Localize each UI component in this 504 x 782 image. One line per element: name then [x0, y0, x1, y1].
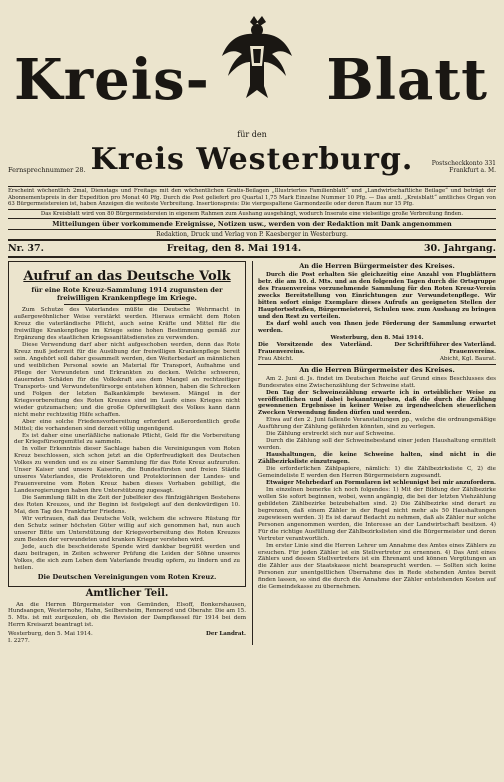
aufruf-paragraph: Aber eine solche Friedensvorbereitung erfordert außerordentlich große Mittel; die vorhandenen sind derzeit völlig ungenügend.: [14, 418, 240, 432]
vorsitzende-name: Frau Abicht.: [258, 355, 294, 362]
postscheck-line-1: Postscheckkonto 331: [431, 160, 496, 167]
right-paragraph: Die erforderlichen Zählpapiere, nämlich: 1) die Zählbezirksliste C, 2) die Gemeindeliste E werden den Herren Bürgermeistern zugesandt.: [258, 466, 496, 480]
aufruf-signature: Die Deutschen Vereinigungen vom Roten Kreuz.: [37, 572, 217, 581]
schriftfuehrer-title: Der Schriftführer des Vaterländ. Frauenvereins.: [394, 341, 496, 355]
kreis-name: Kreis Westerburg.: [90, 142, 414, 177]
masthead-title-left: Kreis-: [14, 47, 210, 113]
right-paragraph: Etwa auf den 2. Juni fallende Veranstaltungen pp., welche die ordnungsmäßige Ausführung der Zählung gefährden könnten, sind zu verlegen.: [258, 417, 496, 431]
right-paragraph: Im einzelnen bemerke ich noch folgendes: 1) Mit der Bildung der Zählbezirke wollen Sie sofort beginnen, wobei, wenn angängig, die bei der letzten Viehzählung gebildeten Zählbezirke beizubehalten sind. 2) Die Zählbezirke sind derart zu begrenzen, daß einem Zähler in der Regel nicht mehr als 50 Haushaltungen zugewiesen werden. 3) Es ist darauf Bedacht zu nehmen, daß als Zähler nur solche Personen angenommen werden, die Interesse an der Landwirtschaft besitzen. 4) Für die richtige Ausfüllung der Zählbezirkslisten sind die Bürgermeister und deren Vertreter verantwortlich.: [258, 486, 496, 542]
right-column: [252, 261, 496, 645]
right-paragraph: Im erster Linie sind die Herren Lehrer um Annahme des Amtes eines Zählers zu ersuchen. Für jeden Zähler ist ein Stellvertreter zu ernennen. 4) Das Amt eines Zählers und dessen Stellvertreters ist ein Ehrenamt und können Vergütungen an die Zähler aus der Staatskasse nicht beansprucht werden. — Sollten sich keine Personen zur unentgeltlichen Übernahme des in Rede stehenden Amtes bereit finden lassen, so sind die durch die Annahme der Zähler entstehenden Kosten auf die Gemeindekasse zu übernehmen.: [258, 542, 496, 591]
right-paragraph: Es darf wohl auch von Ihnen jede Förderung der Sammlung erwartet werden.: [258, 321, 496, 334]
postscheck: [432, 160, 496, 174]
amtlich-signature: Der Landrat.: [206, 631, 246, 638]
fernsprech: Fernsprechnummer 28.: [8, 166, 86, 174]
vorsitzende-names: [258, 356, 496, 363]
divider: [258, 364, 496, 365]
right-paragraph: Am 2. Juni d. Js. findet im Deutschen Reiche auf Grund eines Beschlusses des Bundesrates eine Zwischenzählung der Schweine statt.: [258, 375, 496, 389]
dateline: [8, 241, 496, 256]
aushang-notice: Das Kreisblatt wird von 80 Bürgermeistereien in eigenem Rahmen zum Aushang ausgehängt, wodurch Inserate eine vielseitige große Verbreitung finden.: [40, 210, 464, 217]
masthead-title-right: Blatt: [326, 47, 488, 113]
aufruf-paragraph: Es ist daher eine unerläßliche nationale Pflicht, Geld für die Vorbereitung der Kriegsfürsorgemittel zu sammeln.: [14, 432, 240, 446]
amtlich-footer: [8, 631, 246, 638]
vorsitzende-title: Die Vorsitzende des Vaterländ. Frauenvereins.: [258, 341, 373, 355]
aufruf-paragraph: Diese Verwendung darf aber nicht aufgeschoben werden, denn das Rote Kreuz muß jederzeit für die Ausübung der freiwilligen Krankenpflege bereit sein. Angehört soll daher gesammelt werden, den Weiterbedarf an männlichen und weiblichen Personal sowie an Material für Transport, Aufnahme und Pflege der Verwundeten und Erkrankten zu decken. Welche schweren, dauernden Schäden für die Volkskraft aus dem Mangel an rechtzeitiger Transports- und Verwundetenfürsorge entstehen können, haben die Schrecken und Folgen der letzten Balkankämpfe bewiesen. Mängel in der Kriegsvorbereitung des Roten Kreuzes sind im Laufe eines Krieges nicht wieder gutzumachen; und die große Opferwilligkeit des Volkes kann dann nicht mehr rechtzeitig Hilfe schaffen.: [14, 342, 240, 418]
subscription-notice: Erscheint wöchentlich 2mal, Dienstags und Freitags mit den wöchentlichen Gratis-Beilagen „Illustriertes Familienblatt“ und „Landwirtschaftliche Beilage“ und beträgt der Abonnementspreis in der Expedition pro Monat 40 Pfg. Durch die Post geliefert pro Quartal 1,75 Mark Einzelne Nummer 10 Pfg. — Das amtl. „Kreisblatt“ amtliches Organ von 63 Bürgermeistereien ist, haben Anzeigen die weiteste Verbreitung. Insertionspreis: Die viergespaltene Garmondzeile oder deren Raum nur 15 Pfg.: [8, 188, 496, 208]
divider: [8, 256, 496, 258]
publisher-line: Redaktion, Druck und Verlag von P. Kaesberger in Westerburg.: [156, 231, 348, 239]
right-date-1: Westerburg, den 8. Mai 1914.: [330, 334, 424, 341]
masthead: [8, 6, 496, 186]
postscheck-line-2: Frankfurt a. M.: [449, 167, 496, 174]
right-paragraph: Durch die Zählung soll der Schweinebestand einer jeden Haushaltung ermittelt werden.: [258, 438, 496, 452]
mitteilungen-line: Mitteilungen über vorkommende Ereignisse, Notizen usw., werden von der Redaktion mit Dank angenommen: [52, 220, 452, 229]
issue-date: Freitag, den 8. Mai 1914.: [166, 243, 302, 255]
right-paragraph: Etwaiger Mehrbedarf an Formularen ist schleunigst bei mir anzufordern.: [266, 479, 496, 486]
divider: [64, 304, 190, 305]
columns: [8, 261, 496, 645]
aufruf-paragraph: Die Sammlung fällt in die Zeit der Jubelfeier des fünfzigjährigen Bestehens des Roten Kreuzes, und ihr Beginn ist festgelegt auf den denkwürdigen 10. Mai, den Tag des Frankfurter Friedens.: [14, 495, 240, 516]
right-paragraph: Den Tag der Schweinezählung erwarte ich in ortsüblicher Weise zu veröffentlichen und dabei bekanntzugeben, daß die durch die Zählung gewonnenen Ergebnisse in keiner Weise zu irgendwelchen steuerlichen Zwecken Verwendung finden dürfen und werden.: [258, 389, 496, 417]
vorsitzende-row: [258, 342, 496, 356]
aufruf-paragraph: Wir vertrauen, daß das Deutsche Volk, welchem die schwere Rüstung für den Schutz seiner höchsten Güter willig auf sich genommen hat, nun auch unserer Bitte um Unterstützung der Kriegsvorbereitung des Roten Kreuzes zum Besten der verwundeten und kranken Krieger verstehen wird.: [14, 515, 240, 543]
aufruf-paragraph: Jede, auch die bescheidenste Spende wird dankbar begrüßt werden und dazu beitragen, in Zeiten schwerer Prüfung die Leiden der Söhne unseres Volkes, die sich zum Leben dem Vaterlande freudig opfern, zu lindern und zu heilen.: [14, 543, 240, 571]
jahrgang: 30. Jahrgang.: [423, 243, 496, 255]
right-heading-2: An die Herren Bürgermeister des Kreises.: [299, 365, 455, 374]
aufruf-paragraph: Zum Schutze des Vaterlandes müßte die Deutsche Wehrmacht in außergewöhnlicher Weise verstärkt werden. Hieraus ermächt dem Roten Kreuz die vaterländische Pflicht, auch seine Kräfte und Mittel für die freiwillige Krankenpflege im Kriege seine hohen Bestimmung gemäß zur Ergänzung des staatlichen Kriegssanitätsdienstes zu verwenden.: [14, 307, 240, 342]
right-paragraph: Durch die Post erhalten Sie gleichzeitig eine Anzahl von Flugblättern betr. die am 10. d. Mts. und an den folgenden Tagen durch die Ortsgruppe des Frauenvereins vorzunehmende Sammlung für den Roten Kreuz-Verein zwecks Bereitstellung von Einrichtungen zur Verwundetenpflege. Wir bitten sofort einige Exemplare dieses Aufrufs an geeigneten Stellen der Hauptortsstraßen, Bürgermeisterei, Schulen usw. zum Aushang zu bringen und den Rest zu verteilen.: [258, 272, 496, 321]
schriftfuehrer-name: Abicht, Kgl. Baurat.: [439, 355, 496, 362]
right-paragraph: Die Zählung erstreckt sich nur auf Schweine.: [266, 431, 395, 438]
aufruf-box: [8, 261, 246, 586]
left-column: [8, 261, 246, 645]
issue-number: Nr. 37.: [8, 243, 44, 255]
amtlich-paragraph: An die Herren Bürgermeister von Gemünden, Elsoff, Bonkershausen, Hundsangen, Westernohe, Hahn, Seilbersheim, Rennerod und Oberahr. Die am 15. 5. Mts. ist mit zurijezulen, ob die Revision der Dampfkessel für 1914 bei dem Herrn Kreisarzt beantragt ist.: [8, 601, 246, 629]
right-heading-1: An die Herren Bürgermeister des Kreises.: [299, 262, 455, 271]
aufruf-subhead: für eine Rote Kreuz-Sammlung 1914 zugunsten der freiwilligen Krankenpflege im Kriege.: [31, 286, 223, 303]
right-paragraph: Haushaltungen, die keine Schweine halten, sind nicht in die Zählbezirksliste einzutragen.: [258, 452, 496, 466]
aufruf-headline: Aufruf an das Deutsche Volk: [23, 269, 231, 285]
amtlich-number: I. 2277.: [8, 638, 30, 645]
eagle-crest-icon: [220, 16, 294, 100]
amtlich-date: Westerburg, den 5. Mai 1914.: [8, 631, 93, 638]
fuer-den: für den: [237, 130, 267, 139]
aufruf-paragraph: In voller Erkenntnis dieser Sachlage haben die Vereinigungen vom Roten Kreuz beschlossen, sich schon jetzt an die Opferfreudigkeit des Deutschen Volkes zu wenden und es zu einer Sammlung für das Rote Kreuz aufzurufen. Unser Kaiser und unsere Kaiserin, die Bundesfürsten und freien Städte unseres Vaterlandes, die Protektoren und Protektorinnen der Landes- und Frauenvereine vom Roten Kreuz haben dieses Vorhaben gebilligt, die Landesregierungen haben ihre Unterstützung zugesagt.: [14, 446, 240, 495]
amtlicher-teil-heading: Amtlicher Teil.: [85, 587, 169, 599]
